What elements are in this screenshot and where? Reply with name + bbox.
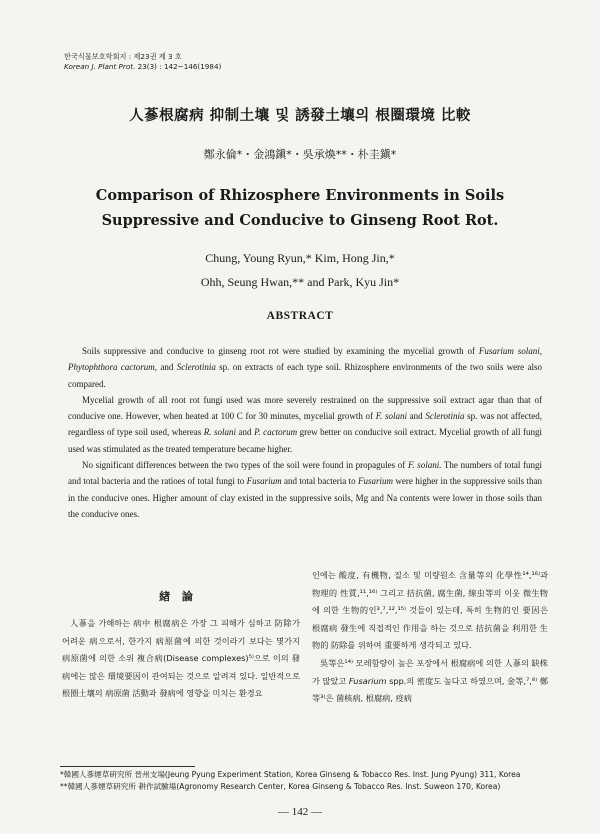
abstract-paragraph-2: Mycelial growth of all root rot fungi used was more severely restrained on the suppressive soil extract agar than that of conducive one. However, when heated at 100 C for 30 minutes, mycelial growth of F. solani and Sclerotinia sp. was not affected, regardless of type soil used, whereas R. solani and P. cactorum grew better on conducive soil extract. Mycelial growth of all fungi used was stimulated as the treated temperature became higher. xyxy=(68,394,542,454)
abstract-paragraph-1: Soils suppressive and conducive to ginseng root rot were studied by examining the mycelial growth of Fusarium solani, Phytophthora cactorum, and Sclerotinia sp. on extracts of each type soil. Rhizosphere environments of the two soils were also compared. xyxy=(68,346,542,389)
introduction-right-column xyxy=(312,567,548,708)
journal-korean-line: 한국식물보호학회지 : 제23권 제 3 호 xyxy=(64,52,182,61)
abstract-body xyxy=(68,343,542,522)
introduction-heading: 緖 論 xyxy=(159,590,197,603)
abstract-heading: ABSTRACT xyxy=(266,310,334,322)
footnote-1: *韓國人蔘煙草硏究所 晉州支場(Jeung Pyung Experiment Station, Korea Ginseng & Tobacco Res. Inst. Jung Pyung) 311, Korea xyxy=(60,770,521,779)
introduction-paragraph-2: 吳等은¹⁴⁾ 모레함량이 높은 포장에서 根腐病에 의한 人蔘의 缺株가 많았고 Fusarium spp.의 密度도 높다고 하였으며, 金等,⁷,⁸⁾ 鄭等³⁾은 菌核病, 根腐病, 疫病 xyxy=(312,657,549,704)
english-authors xyxy=(0,246,600,294)
footnote-divider xyxy=(60,766,195,767)
footnotes xyxy=(60,769,550,792)
journal-volume: 23(3) : 142~146(1984) xyxy=(135,62,222,71)
introduction-paragraph-1-continued: 인에는 酸度, 有機物, 질소 및 미량원소 含量等의 化學性¹⁴,¹⁶⁾과 物理的 性質,¹¹,¹⁶⁾ 그리고 拮抗菌, 腐生菌, 線虫等의 이웃 微生物에 의한 生物的인³,⁷,¹²,¹⁵⁾ 것들이 있는데, 특히 生物的인 要因은 根腐病 發生에 직접적인 作用을 하는 것으로 拮抗菌을 利用한 生物的 防除를 위하여 重要하게 생각되고 있다. xyxy=(312,570,548,651)
introduction-paragraph-1: 人蔘을 가해하는 病中 根腐病은 가장 그 피해가 심하고 防除가 어려운 病으로서, 한가지 病原菌에 의한 것이라기 보다는 몇가지 病原菌에 의한 소위 複合病(Disease complexes)⁵⁾으로 이의 發病에는 많은 環境要因이 관여되는 것으로 알려져 있다. 일반적으로 根圈土壤의 病原菌 活動과 發病에 영향을 미치는 환경요 xyxy=(62,618,300,699)
korean-title: 人蔘根腐病 抑制土壤 및 誘發土壤의 根圈環境 比較 xyxy=(129,108,471,124)
journal-citation xyxy=(64,52,221,72)
english-authors-line2: Ohh, Seung Hwan,** and Park, Kyu Jin* xyxy=(200,275,400,289)
journal-english-line xyxy=(64,62,221,72)
english-authors-line1: Chung, Young Ryun,* Kim, Hong Jin,* xyxy=(205,251,395,265)
english-title-line2: Suppressive and Conducive to Ginseng Root Rot. xyxy=(101,212,499,229)
page-number: — 142 — xyxy=(278,806,322,818)
korean-authors: 鄭永倫*・金鴻鎭*・吳承煥**・朴圭鎭* xyxy=(203,148,397,161)
footnote-2: **韓國人蔘煙草硏究所 耕作試驗場(Agronomy Research Center, Korea Ginseng & Tobacco Res. Inst. Suweon 170, Korea) xyxy=(60,781,501,791)
journal-name: Korean J. Plant Prot. xyxy=(64,62,136,71)
introduction-left-column xyxy=(62,615,300,703)
english-title xyxy=(0,183,600,233)
english-title-line1: Comparison of Rhizosphere Environments in Soils xyxy=(95,187,505,204)
abstract-paragraph-3: No significant differences between the two types of the soil were found in propagules of F. solani. The numbers of total fungi and total bacteria and the ratioes of total fungi to Fusarium and total bacteria to Fusarium were higher in the suppressive soils than in the conducive ones. Higher amount of clay existed in the suppressive soils, Mg and Na contents were lower in those soils than the conducive ones. xyxy=(68,460,543,519)
